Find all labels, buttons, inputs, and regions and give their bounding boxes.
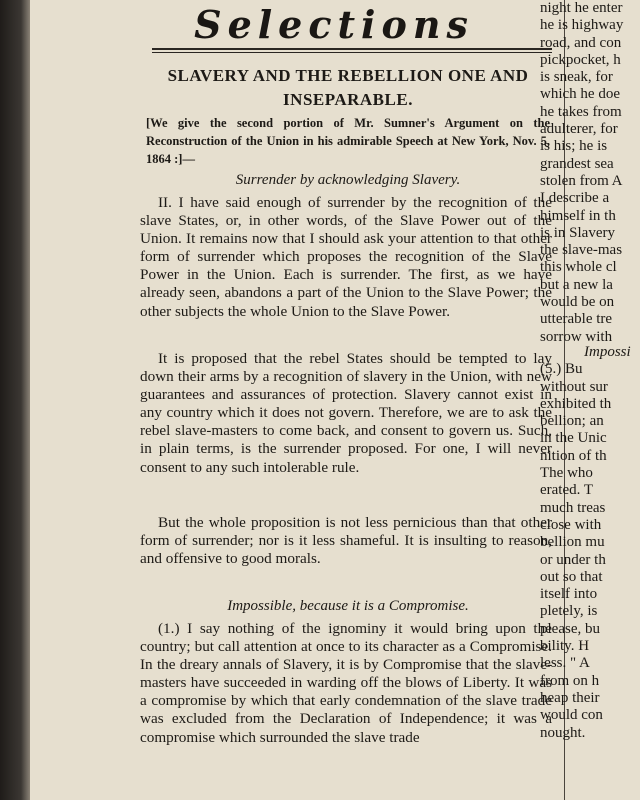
right-column-line: much treas xyxy=(540,499,606,516)
right-column-line: nought. xyxy=(540,724,586,741)
paragraph-3: But the whole proposition is not less pernicious than that other form of surrender; nor is it less shameful. It is insulting to reason, and offensive to good morals. xyxy=(140,514,552,568)
article-headline xyxy=(144,64,552,112)
right-column-line: I describe a xyxy=(540,190,610,207)
right-column-line: please, bu xyxy=(540,620,600,637)
right-column-line: itself into xyxy=(540,586,598,603)
right-column-line: he is highway xyxy=(540,17,624,34)
right-column-lower-text xyxy=(540,361,640,742)
right-column-line: pletely, is xyxy=(540,603,598,620)
right-column-line: bility. H xyxy=(540,638,590,655)
paragraph-2: It is proposed that the rebel States should be tempted to lay down their arms by a recognition of slavery in the Union, with new guarantees and assurances of protection. Slavery cannot exist in any country which it does not govern. Therefore, we are to ask the rebel slave-masters to come back, and consent to govern us. Such, in plain terms, is the surrender proposed. For one, I will never consent to any such intolerable rule. xyxy=(140,350,552,476)
right-column-line: exhibited th xyxy=(540,395,612,412)
left-column xyxy=(116,0,552,800)
article-intro: [We give the second portion of Mr. Sumner's Argument on the Reconstruction of the Union in his admirable Speech at New York, Nov. 5, 1864 :]— xyxy=(146,116,550,166)
right-column-line: or under th xyxy=(540,551,606,568)
right-column-line: is in Slavery xyxy=(540,224,615,241)
right-column-line: in the Unic xyxy=(540,430,607,447)
right-column-line: pickpocket, h xyxy=(540,51,621,68)
right-column-line: is sneak, for xyxy=(540,69,613,86)
right-column-line: bellion; an xyxy=(540,413,604,430)
right-column-line: would be on xyxy=(540,294,615,311)
right-column-upper-text xyxy=(540,0,640,346)
paragraph-4: (1.) I say nothing of the ignominy it would bring upon the country; but call attention at once to its character as a Compromise. In the dreary annals of Slavery, it is by Compromise that the slave-masters have succeeded in warding off the blows of Liberty. It was a compromise by which that early condemnation of the slave trade was excluded from the Declaration of Independence; it was a compromise which surrounded the slave trade xyxy=(140,620,552,746)
masthead-rule-thick xyxy=(152,48,552,50)
right-column-lower xyxy=(540,344,640,742)
right-column-line: sorrow with xyxy=(540,328,613,345)
subhead-compromise: Impossible, because it is a Compromise. xyxy=(227,598,469,614)
right-column-line: would con xyxy=(540,707,603,724)
right-column-line: but a new la xyxy=(540,276,613,293)
right-column-line: less. " A xyxy=(540,655,590,672)
right-column-line: stolen from A xyxy=(540,172,623,189)
right-column-line: out so that xyxy=(540,568,603,585)
right-column xyxy=(540,0,640,800)
right-column-line: bellion mu xyxy=(540,534,605,551)
right-column-line: himself in th xyxy=(540,207,616,224)
right-column-line: (5.) Bu xyxy=(540,361,583,378)
right-column-subhead: Impossi xyxy=(584,344,631,360)
masthead-rule-thin xyxy=(152,52,552,53)
headline-line-1: SLAVERY AND THE REBELLION ONE AND xyxy=(167,66,529,85)
right-column-line: he takes from xyxy=(540,103,622,120)
right-column-line: erated. T xyxy=(540,482,594,499)
right-column-line: utterable tre xyxy=(540,311,613,328)
right-column-line: which he doe xyxy=(540,86,620,103)
headline-line-2: INSEPARABLE. xyxy=(283,90,413,109)
page-edge-shadow xyxy=(0,0,30,800)
right-column-line: nition of th xyxy=(540,447,607,464)
right-column-line: from on h xyxy=(540,672,600,689)
masthead: Selections xyxy=(194,2,474,47)
right-column-line: road, and con xyxy=(540,34,622,51)
paragraph-1: II. I have said enough of surrender by the recognition of the slave States, or, in other words, of the Slave Power out of the Union. It remains now that I should ask your attention to that other form of surrender which proposes the recognition of the Slave Power in the Union. Each is surrender. The first, as we have already seen, abandons a part of the Union to the Slave Power; the other subjects the whole Union to the Slave Power. xyxy=(140,194,552,320)
right-column-line: The who xyxy=(540,465,593,482)
right-column-line: close with xyxy=(540,516,602,533)
subhead-surrender: Surrender by acknowledging Slavery. xyxy=(235,172,461,188)
right-column-line: adulterer, for xyxy=(540,121,618,138)
right-column-line: this whole cl xyxy=(540,259,617,276)
right-column-line: without sur xyxy=(540,378,608,395)
right-column-line: the slave-mas xyxy=(540,242,623,259)
right-column-line: heap their xyxy=(540,689,600,706)
right-column-line: grandest sea xyxy=(540,155,614,172)
right-column-line: is his; he is xyxy=(540,138,608,155)
right-column-line: night he enter xyxy=(540,0,623,16)
